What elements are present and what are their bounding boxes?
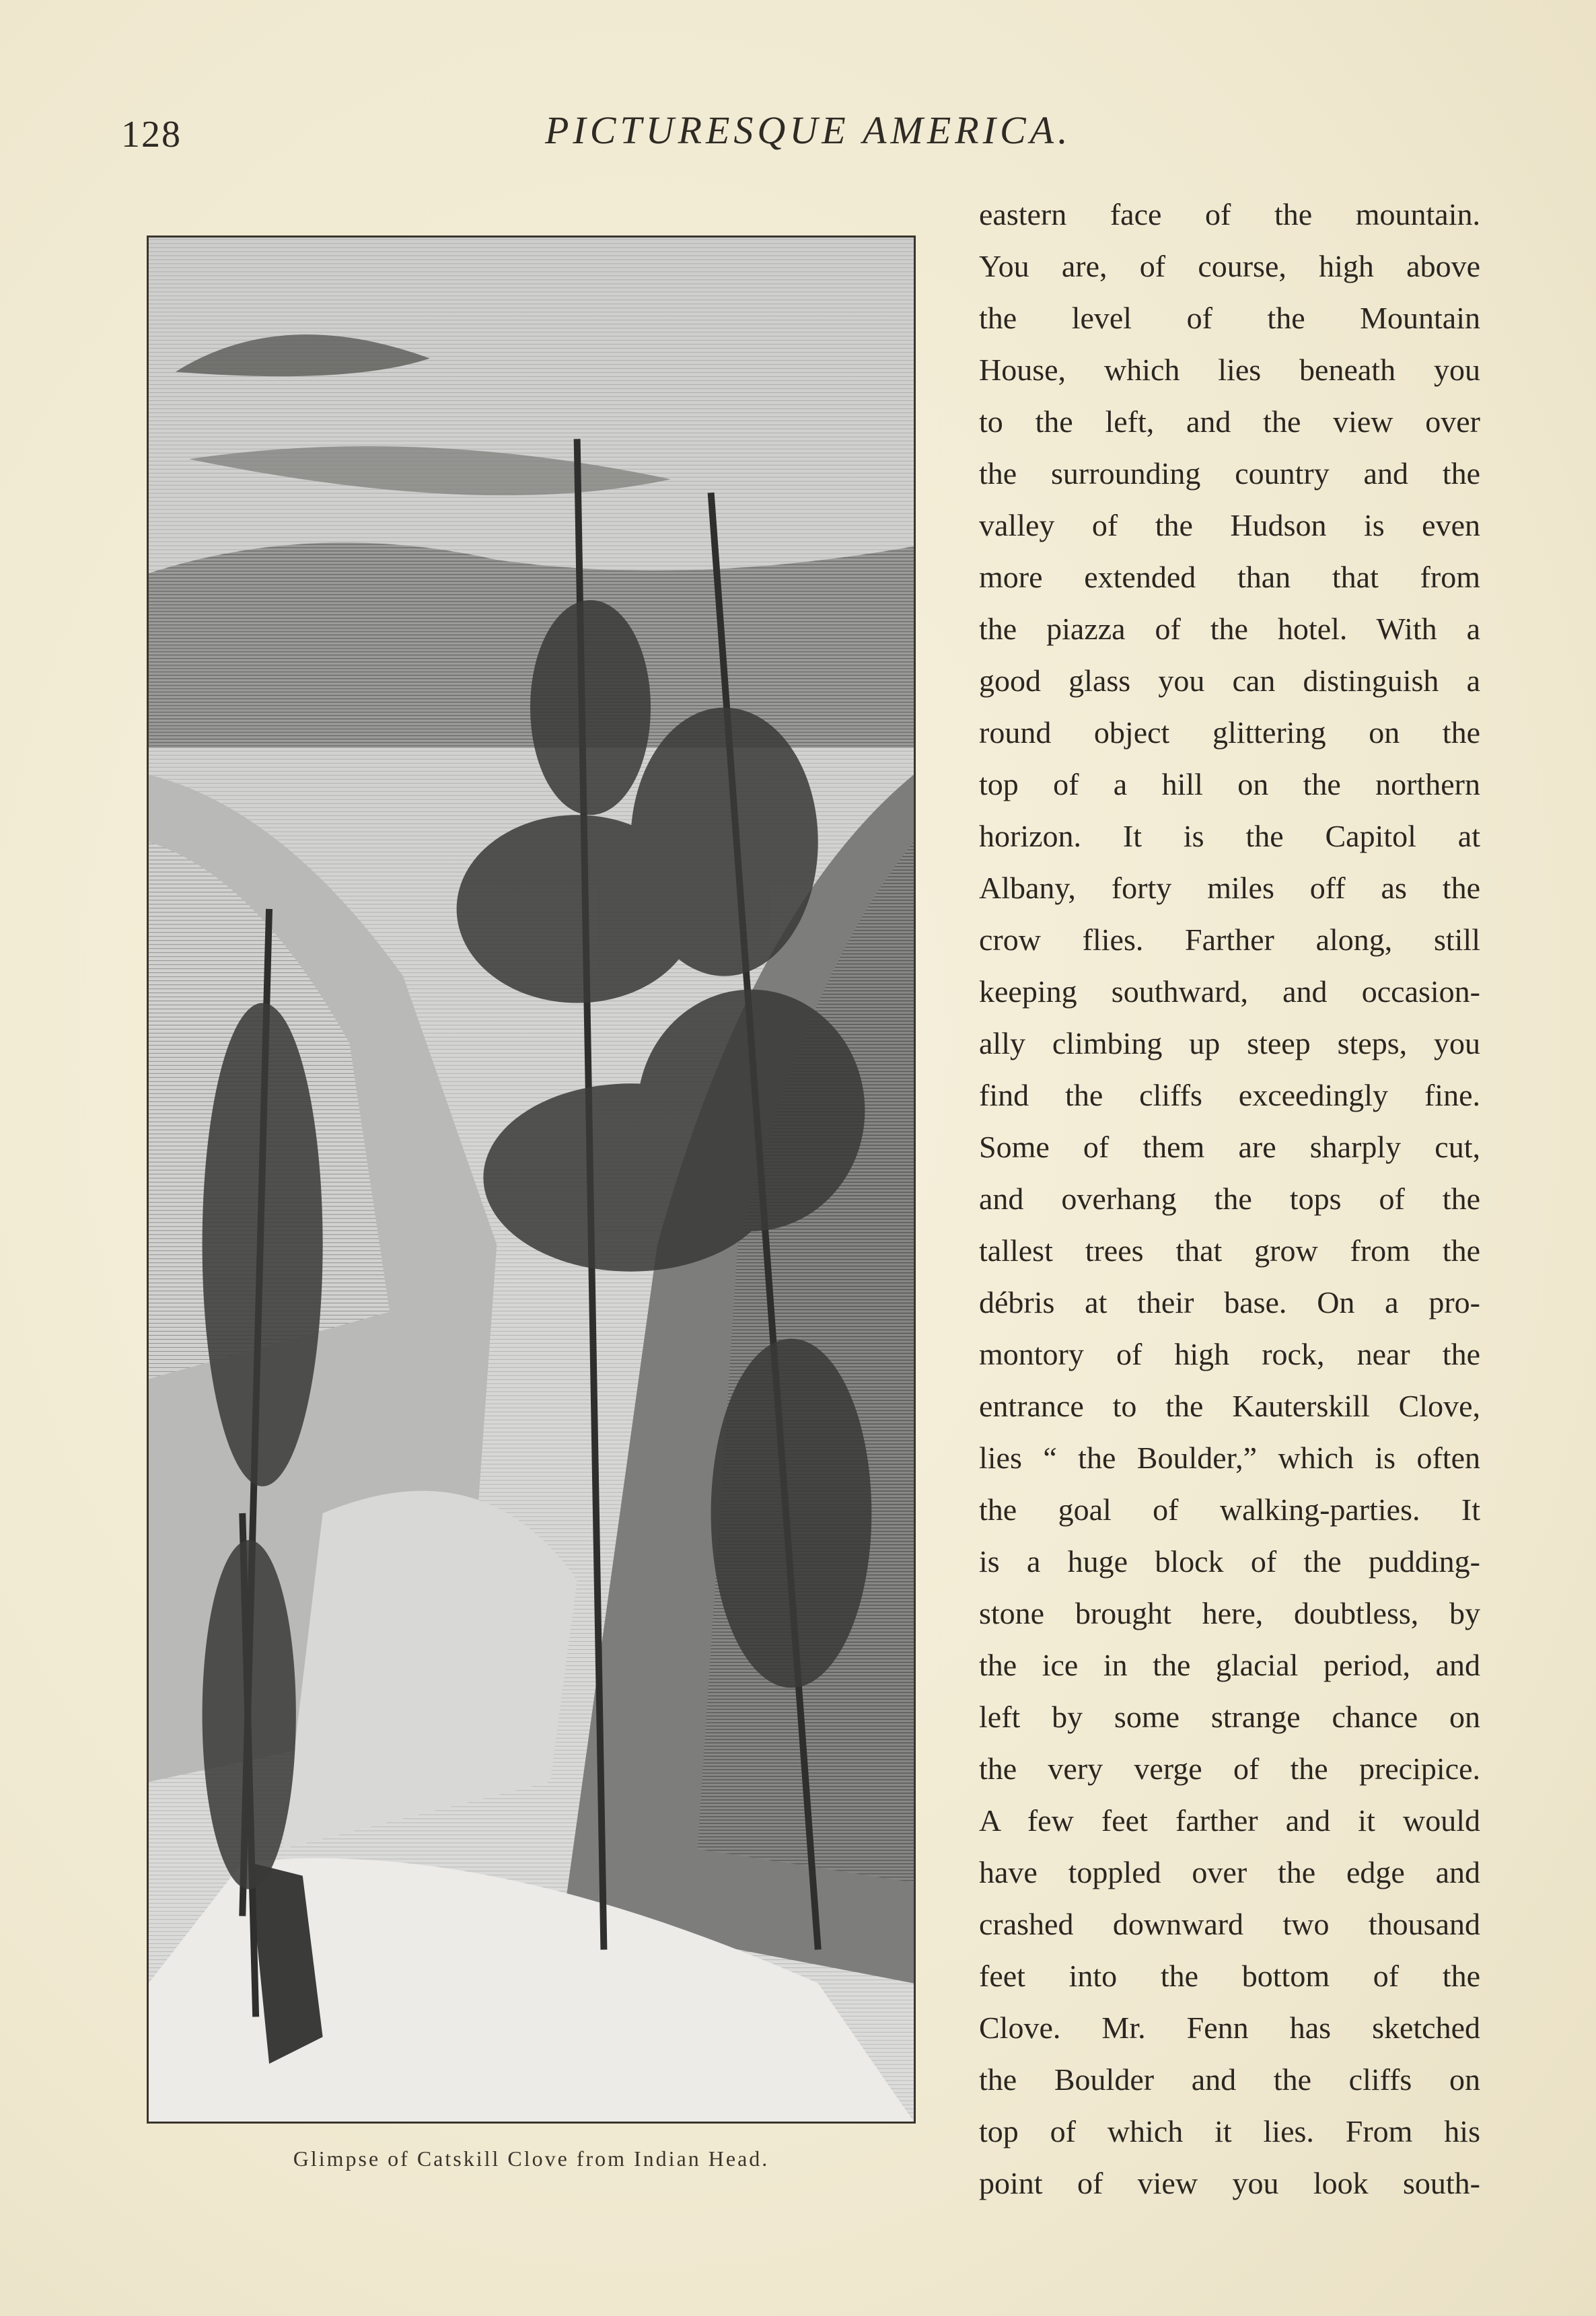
page-header [0,101,1596,168]
text-line: to the left, and the view over [979,404,1480,439]
text-line: Albany, forty miles off as the [979,871,1480,905]
text-line: find the cliffs exceedingly fine. [979,1078,1480,1112]
text-line: eastern face of the mountain. [979,197,1480,231]
text-line: You are, of course, high above [979,249,1480,283]
text-line: feet into the bottom of the [979,1959,1480,1993]
text-line: the level of the Mountain [979,301,1480,335]
text-line: and overhang the tops of the [979,1182,1480,1216]
text-line: crow flies. Farther along, still [979,922,1480,957]
engraving-artwork [149,238,914,2122]
text-line: valley of the Hudson is even [979,508,1480,542]
body-text-column [979,188,1480,2209]
text-line: ally climbing up steep steps, you [979,1026,1480,1060]
text-line: Clove. Mr. Fenn has sketched [979,2011,1480,2045]
text-line: entrance to the Kauterskill Clove, [979,1389,1480,1423]
text-line: horizon. It is the Capitol at [979,819,1480,853]
text-line: left by some strange chance on [979,1700,1480,1734]
running-title: PICTURESQUE AMERICA. [545,108,1072,152]
text-line: good glass you can distinguish a [979,663,1480,698]
engraving-illustration [147,236,916,2124]
figure-caption: Glimpse of Catskill Clove from Indian Head. [293,2146,770,2171]
text-line: top of a hill on the northern [979,767,1480,801]
text-line: the goal of walking-parties. It [979,1492,1480,1527]
text-line: crashed downward two thousand [979,1907,1480,1941]
text-line: more extended than that from [979,560,1480,594]
text-line: point of view you look south- [979,2166,1480,2200]
text-line: top of which it lies. From his [979,2114,1480,2148]
text-line: the Boulder and the cliffs on [979,2062,1480,2097]
text-line: the ice in the glacial period, and [979,1648,1480,1682]
text-line: A few feet farther and it would [979,1803,1480,1838]
text-line: débris at their base. On a pro- [979,1285,1480,1319]
text-line: stone brought here, doubtless, by [979,1596,1480,1630]
text-line: montory of high rock, near the [979,1337,1480,1371]
text-line: Some of them are sharply cut, [979,1130,1480,1164]
text-line: the surrounding country and the [979,456,1480,491]
text-line: keeping southward, and occasion- [979,974,1480,1009]
text-line: the very verge of the precipice. [979,1751,1480,1786]
text-line: round object glittering on the [979,715,1480,750]
text-line: have toppled over the edge and [979,1855,1480,1889]
text-line: House, which lies beneath you [979,353,1480,387]
text-line: tallest trees that grow from the [979,1233,1480,1268]
text-line: lies “ the Boulder,” which is often [979,1441,1480,1475]
page-number: 128 [121,114,182,155]
text-line: is a huge block of the pudding- [979,1544,1480,1579]
text-line: the piazza of the hotel. With a [979,612,1480,646]
